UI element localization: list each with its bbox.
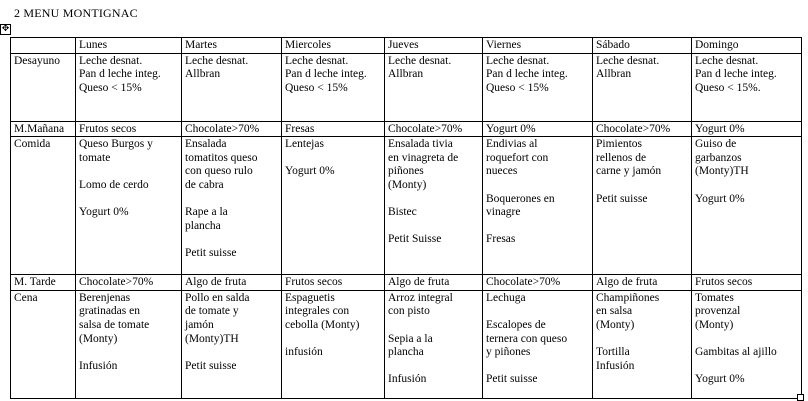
menu-cell-line: Espaguetis [285,291,335,304]
menu-cell-line: Algo de fruta [185,276,247,289]
menu-cell[interactable] [182,121,282,137]
menu-cell[interactable] [182,137,282,275]
menu-cell-line: provenzal [695,305,741,318]
menu-cell-line: garbanzos [695,151,742,164]
menu-cell[interactable] [483,137,593,275]
day-header-label: Lunes [79,39,108,51]
menu-cell[interactable] [385,121,483,137]
meal-label-cell[interactable] [11,121,76,137]
menu-cell-line [486,305,589,319]
menu-cell[interactable] [593,53,692,121]
menu-cell-line: Allbran [388,68,424,81]
menu-cell-line: Fresas [285,122,315,135]
menu-cell-line: Endivias al [486,138,538,151]
day-header-label: Martes [185,39,217,51]
menu-cell[interactable] [282,290,385,398]
meal-row [11,53,802,121]
menu-cell-line: salsa de tomate [79,318,150,331]
menu-cell-line: Pollo en salda [185,291,250,304]
menu-cell-line: piñones [388,165,424,178]
menu-cell-line: roquefort con [486,151,549,164]
menu-cell-line: tomatitos queso [185,151,258,164]
menu-cell-line [388,193,479,207]
meal-label: Desayuno [14,54,60,67]
menu-cell-line: Gambitas al ajillo [695,346,777,359]
menu-cell-line [285,333,381,347]
meal-label-cell[interactable] [11,137,76,275]
meal-label: Cena [14,291,38,304]
menu-cell-line: Yogurt 0% [695,122,745,135]
day-header-label: Jueves [388,39,419,51]
menu-cell-line: Petit suisse [596,192,648,205]
menu-cell-line: plancha [388,346,424,359]
menu-cell-line [79,193,178,207]
menu-cell-line: rellenos de [596,151,647,164]
menu-cell-line: cebolla (Monty) [285,318,360,331]
day-header-cell[interactable] [692,38,802,54]
menu-cell-line: Chocolate>70% [596,122,671,135]
meal-label: M.Mañana [14,122,65,135]
menu-cell-line: Pan d leche integ. [79,68,161,81]
menu-cell[interactable] [182,53,282,121]
menu-cell-line: Yogurt 0% [486,122,536,135]
menu-cell-line: Lomo de cerdo [79,178,149,191]
meal-label: M. Tarde [14,276,56,289]
menu-cell-line: vinagre [486,206,521,219]
menu-cell-line: Boquerones en [486,192,555,205]
menu-cell-line: (Monty) [79,332,118,345]
menu-cell-line: Petit suisse [185,359,237,372]
menu-cell-line: Leche desnat. [388,54,452,67]
menu-cell-line [486,220,589,234]
menu-cell-line: Yogurt 0% [285,165,335,178]
menu-cell-line: Leche desnat. [285,54,349,67]
menu-cell-line: integrales con [285,305,350,318]
day-header-cell[interactable] [182,38,282,54]
menu-cell[interactable] [76,137,182,275]
menu-cell-line: nueces [486,165,518,178]
menu-cell-line: (Monty) [596,318,635,331]
menu-cell-line: carne y jamón [596,165,662,178]
menu-cell-line: Algo de fruta [388,276,450,289]
menu-cell-line: Chocolate>70% [388,122,463,135]
menu-cell-line [388,360,479,374]
menu-cell-line: Infusión [596,359,635,372]
menu-cell-line: de cabra [185,178,224,191]
menu-cell[interactable] [692,121,802,137]
menu-cell-line: Queso < 15%. [695,81,761,94]
menu-cell[interactable] [593,275,692,291]
table-header-row [11,38,802,54]
menu-cell-line: ternera con queso [486,332,568,345]
menu-cell-line: en salsa [596,305,633,318]
menu-cell-line: Frutos secos [695,276,753,289]
menu-cell-line [596,333,688,347]
meal-label-cell[interactable] [11,53,76,121]
menu-cell-line: y piñones [486,346,531,359]
menu-cell[interactable] [483,121,593,137]
menu-cell[interactable] [692,290,802,398]
menu-cell-line: Lechuga [486,291,526,304]
menu-cell[interactable] [385,137,483,275]
menu-cell[interactable] [76,290,182,398]
meal-row [11,121,802,137]
menu-cell[interactable] [182,290,282,398]
day-header-label: Sábado [596,39,630,51]
menu-cell-line: Pan d leche integ. [486,68,568,81]
menu-cell-line: con pisto [388,305,430,318]
menu-cell-line: Yogurt 0% [695,373,745,386]
menu-cell-line [185,193,278,207]
menu-cell[interactable] [483,275,593,291]
menu-cell-line [79,346,178,360]
menu-cell-line: infusión [285,346,323,359]
menu-cell-line: Lentejas [285,138,324,151]
menu-cell[interactable] [182,275,282,291]
menu-cell[interactable] [692,275,802,291]
menu-cell[interactable] [76,53,182,121]
menu-cell[interactable] [483,290,593,398]
menu-cell-line: Frutos secos [79,122,137,135]
menu-cell-line [486,179,589,193]
menu-cell[interactable] [593,121,692,137]
menu-cell-line: Fresas [486,233,516,246]
menu-cell-line: Ensalada [185,138,227,151]
menu-cell[interactable] [282,275,385,291]
menu-cell-line: gratinadas en [79,305,140,318]
day-header-label: Miercoles [285,39,331,51]
weekly-menu-table [10,37,802,399]
menu-cell[interactable] [76,121,182,137]
menu-cell-line: jamón [185,318,214,331]
menu-cell[interactable] [385,53,483,121]
menu-cell-line: Guiso de [695,138,737,151]
menu-cell[interactable] [76,275,182,291]
menu-cell[interactable] [282,121,385,137]
day-header-cell[interactable] [483,38,593,54]
menu-cell-line: Queso < 15% [79,81,142,94]
menu-cell-line [185,233,278,247]
menu-cell-line: Petit suisse [486,373,538,386]
menu-cell-line: Rape a la [185,206,228,219]
meal-row [11,275,802,291]
menu-cell[interactable] [692,53,802,121]
menu-cell-line: (Monty)TH [185,332,239,345]
menu-cell[interactable] [593,137,692,275]
meal-label-cell[interactable] [11,290,76,398]
document-title: 2 MENU MONTIGNAC [14,6,138,20]
menu-cell-line: Leche desnat. [695,54,759,67]
menu-cell-line: en vinagreta de [388,151,459,164]
menu-cell-line: Yogurt 0% [79,206,129,219]
menu-cell-line: Pimientos [596,138,643,151]
menu-cell-line: Queso < 15% [486,81,549,94]
day-header-label: Domingo [695,39,739,51]
menu-cell-line: Arroz integral [388,291,453,304]
menu-cell-line: Pan d leche integ. [285,68,367,81]
day-header-cell[interactable] [76,38,182,54]
day-header-cell[interactable] [593,38,692,54]
menu-cell-line: Yogurt 0% [695,192,745,205]
menu-cell-line: Pan d leche integ. [695,68,777,81]
menu-cell[interactable] [385,290,483,398]
menu-cell-line: Leche desnat. [79,54,143,67]
menu-cell[interactable] [593,290,692,398]
menu-cell-line: Tomates [695,291,734,304]
menu-cell[interactable] [282,137,385,275]
menu-cell[interactable] [282,53,385,121]
menu-cell-line [388,319,479,333]
menu-cell-line: Leche desnat. [596,54,660,67]
menu-cell-line: Champiñones [596,291,660,304]
menu-cell-line: Queso < 15% [285,81,348,94]
menu-cell-line: tomate [79,151,111,164]
menu-cell-line [185,346,278,360]
menu-cell-line: Queso Burgos y [79,138,153,151]
menu-cell-line: Petit suisse [185,246,237,259]
meal-row [11,290,802,398]
menu-cell-line: Berenjenas [79,291,131,304]
menu-cell-line [388,220,479,234]
menu-cell-line: Allbran [185,68,221,81]
table-move-handle-icon[interactable]: ✥ [1,24,10,34]
menu-cell-line: Allbran [596,68,632,81]
menu-cell-line [695,360,798,374]
menu-cell[interactable] [385,275,483,291]
menu-cell-line: Ensalada tivia [388,138,453,151]
menu-cell-line: con queso rulo [185,165,253,178]
menu-cell-line: de tomate y [185,305,239,318]
menu-cell-line: Infusión [388,373,427,386]
menu-cell-line: Petit Suisse [388,233,442,246]
meal-label-cell[interactable] [11,275,76,291]
menu-cell-line: Escalopes de [486,318,546,331]
menu-cell-line [486,360,589,374]
menu-cell-line: Chocolate>70% [185,122,260,135]
menu-cell[interactable] [483,53,593,121]
menu-cell-line: Bistec [388,206,417,219]
menu-cell[interactable] [692,137,802,275]
menu-cell-line: Sepia a la [388,332,433,345]
meal-label: Comida [14,138,51,151]
day-header-label: Viernes [486,39,522,51]
menu-cell-line: Algo de fruta [596,276,658,289]
day-header-cell[interactable] [282,38,385,54]
menu-cell-line [695,179,798,193]
meal-row [11,137,802,275]
menu-cell-line [285,152,381,166]
menu-cell-line: Infusión [79,359,118,372]
menu-cell-line: (Monty)TH [695,165,749,178]
menu-cell-line [695,333,798,347]
menu-cell-line: Chocolate>70% [79,276,154,289]
menu-cell-line: Leche desnat. [486,54,550,67]
menu-cell-line: Leche desnat. [185,54,249,67]
menu-cell-line: (Monty) [388,178,427,191]
menu-cell-line: plancha [185,219,221,232]
day-header-cell[interactable] [385,38,483,54]
menu-cell-line: Frutos secos [285,276,343,289]
menu-cell-line [79,165,178,179]
menu-cell-line [596,179,688,193]
menu-cell-line: Chocolate>70% [486,276,561,289]
header-empty-cell[interactable] [11,38,76,54]
menu-cell-line: (Monty) [695,318,734,331]
menu-cell-line: Tortilla [596,346,630,359]
